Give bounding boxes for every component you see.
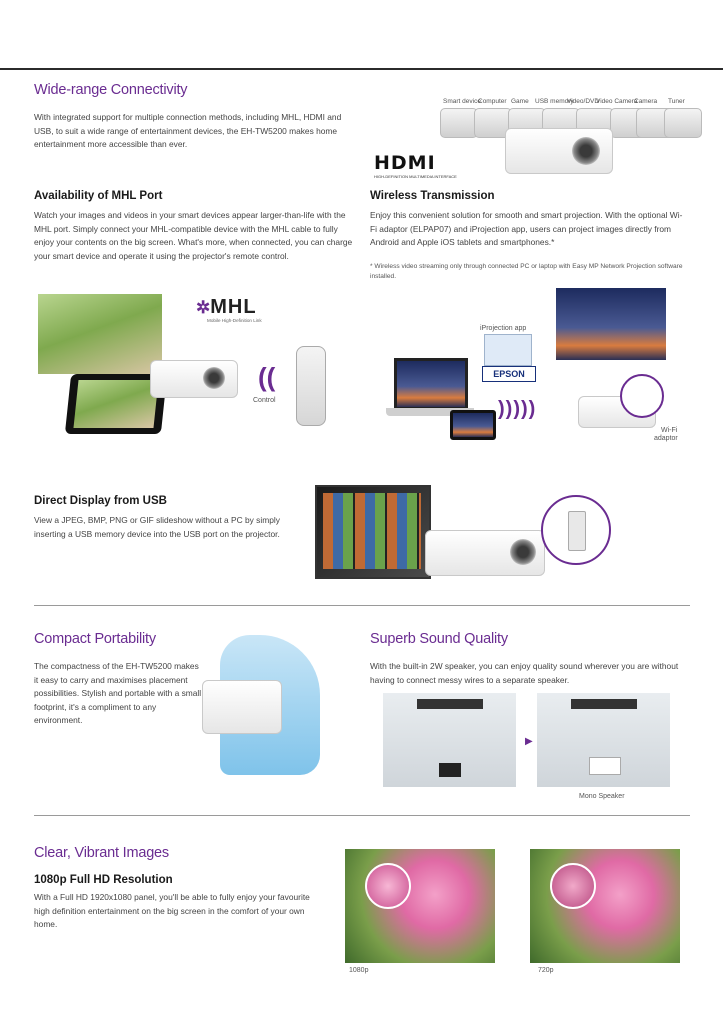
- device-label: Video Camera: [596, 98, 638, 105]
- iprojection-app-label: iProjection app: [480, 325, 527, 332]
- wifi-adaptor-icon: [620, 374, 664, 418]
- projector-image: [202, 680, 282, 734]
- tablet-image: [450, 410, 496, 440]
- city-projection-image: [556, 288, 666, 360]
- mhl-star-icon: ✲: [196, 298, 211, 317]
- control-label: Control: [253, 397, 276, 404]
- mhl-logo-subtitle: Mobile High-Definition Link: [207, 318, 262, 323]
- wireless-signal-icon: ))))): [498, 398, 537, 420]
- usb-stick-icon: [541, 495, 611, 565]
- portability-title: Compact Portability: [34, 631, 156, 647]
- projector-image: [150, 360, 238, 398]
- device-label: Smart device: [443, 98, 481, 105]
- iprojection-app-icon: [484, 334, 532, 366]
- wireless-title: Wireless Transmission: [370, 190, 495, 202]
- images-title: Clear, Vibrant Images: [34, 845, 169, 861]
- device-label: Camera: [634, 98, 658, 105]
- images-body: With a Full HD 1920x1080 panel, you'll be able to fully enjoy your favourite high definition entertainment on the big screen in the comfort of your own home.: [34, 892, 310, 929]
- images-subtitle: 1080p Full HD Resolution: [34, 874, 173, 886]
- label-720p: 720p: [538, 967, 554, 974]
- tuner-icon: [664, 108, 702, 138]
- lens-icon: [510, 539, 536, 565]
- hdmi-logo-subtitle: HIGH-DEFINITION MULTIMEDIA INTERFACE: [374, 174, 457, 179]
- mhl-body: Watch your images and videos in your smart devices appear larger-than-life with the MHL port. Simply connect your MHL-compatible device with the MHL cable to fully enjoy your contents on the big screen. What's more, when connected, you can charge your smart device and operate it using the projector's remote control.: [34, 210, 353, 261]
- lens-icon: [203, 367, 225, 389]
- device-label: Game: [511, 98, 529, 105]
- remote-control-image: [296, 346, 326, 426]
- section-divider: [34, 605, 690, 606]
- usb-title: Direct Display from USB: [34, 495, 167, 507]
- slideshow-screen-image: [315, 485, 431, 579]
- family-photo: [38, 294, 162, 374]
- portability-body: The compactness of the EH-TW5200 makes it easy to carry and maximises placement possibilities. Stylish and portable with a small footprint, it's a compliment to any environment.: [34, 661, 202, 725]
- smart-device-icon: [440, 108, 478, 138]
- mhl-title: Availability of MHL Port: [34, 190, 163, 202]
- arrow-right-icon: ▶: [525, 736, 533, 747]
- mono-speaker-caption: Mono Speaker: [579, 793, 625, 800]
- mono-speaker-diagram: [537, 693, 670, 787]
- lens-icon: [572, 137, 600, 165]
- device-label: Tuner: [668, 98, 685, 105]
- mhl-logo: ✲MHL: [196, 296, 257, 318]
- external-speakers-diagram: [383, 693, 516, 787]
- wireless-footnote: * Wireless video streaming only through connected PC or laptop with Easy MP Network Projection software installed.: [370, 263, 683, 280]
- usb-body: View a JPEG, BMP, PNG or GIF slideshow without a PC by simply inserting a USB memory device into the USB port on the projector.: [34, 515, 280, 539]
- connectivity-title: Wide-range Connectivity: [34, 82, 188, 98]
- wifi-adaptor-label: adaptor: [654, 435, 678, 442]
- butterfly-720p-image: [530, 849, 680, 963]
- projector-image: [505, 128, 613, 174]
- laptop-screen-image: [394, 358, 468, 410]
- device-label: USB memory: [535, 98, 574, 105]
- section-divider: [34, 815, 690, 816]
- device-label: Computer: [478, 98, 507, 105]
- wireless-body: Enjoy this convenient solution for smooth and smart projection. With the optional Wi-Fi adaptor (ELPAP07) and iProjection app, users can project images directly from Android and Apple iOS tablets and smartphones.*: [370, 210, 683, 247]
- epson-logo: EPSON: [482, 366, 536, 382]
- hdmi-logo: HDMI: [374, 152, 436, 174]
- wifi-adaptor-label: Wi-Fi: [661, 427, 678, 434]
- device-label: Video/DVD: [567, 98, 600, 105]
- signal-wave-icon: ((: [258, 362, 276, 392]
- sound-body: With the built-in 2W speaker, you can enjoy quality sound wherever you are without having to connect messy wires to a separate speaker.: [370, 661, 679, 685]
- butterfly-1080p-image: [345, 849, 495, 963]
- connectivity-body: With integrated support for multiple connection methods, including MHL, HDMI and USB, to suit a wide range of entertainment devices, the EH-TW5200 makes home entertainment more accessible than ever.: [34, 112, 342, 149]
- top-rule: [0, 68, 723, 70]
- label-1080p: 1080p: [349, 967, 369, 974]
- sound-title: Superb Sound Quality: [370, 631, 508, 647]
- projector-image: [425, 530, 545, 576]
